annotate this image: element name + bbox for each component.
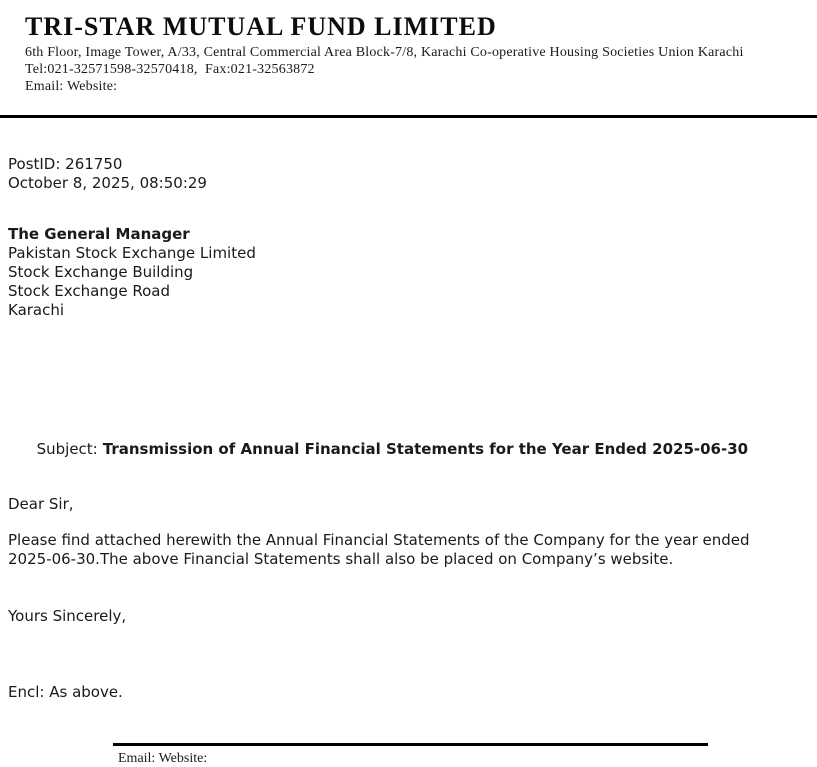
- recipient-organization: Pakistan Stock Exchange Limited: [8, 244, 256, 262]
- footer-divider: [113, 743, 708, 746]
- company-email-website: Email: Website:: [25, 79, 118, 94]
- enclosure-note: Encl: As above.: [8, 683, 123, 701]
- recipient-city: Karachi: [8, 301, 65, 319]
- meta-block: [8, 155, 817, 193]
- letterhead: [0, 0, 817, 95]
- date-time: October 8, 2025, 08:50:29: [8, 174, 207, 192]
- company-name: TRI-STAR MUTUAL FUND LIMITED: [25, 12, 497, 41]
- body-paragraph-line-2: 2025-06-30.The above Financial Statements shall also be placed on Company’s website.: [8, 550, 674, 568]
- header-divider: [0, 115, 817, 118]
- recipient-address-line-1: Stock Exchange Building: [8, 263, 194, 281]
- closing: Yours Sincerely,: [8, 607, 127, 625]
- body-paragraph: [8, 531, 817, 569]
- recipient-title: The General Manager: [8, 225, 190, 243]
- subject-row: [8, 421, 817, 478]
- company-address: 6th Floor, Image Tower, A/33, Central Commercial Area Block-7/8, Karachi Co-operative Housing Societies Union Karachi: [25, 45, 744, 60]
- subject-label: Subject:: [36, 440, 98, 458]
- recipient-address-line-2: Stock Exchange Road: [8, 282, 170, 300]
- recipient-block: [8, 225, 817, 320]
- post-id: PostID: 261750: [8, 155, 123, 173]
- subject-text: Transmission of Annual Financial Statements for the Year Ended 2025-06-30: [102, 440, 749, 458]
- footer-email-website: Email: Website:: [118, 751, 208, 766]
- company-phone-fax: Tel:021-32571598-32570418, Fax:021-32563872: [25, 62, 315, 77]
- letter-body: [8, 155, 817, 702]
- body-paragraph-line-1: Please find attached herewith the Annual Financial Statements of the Company for the year ended: [8, 531, 750, 549]
- salutation: Dear Sir,: [8, 495, 74, 513]
